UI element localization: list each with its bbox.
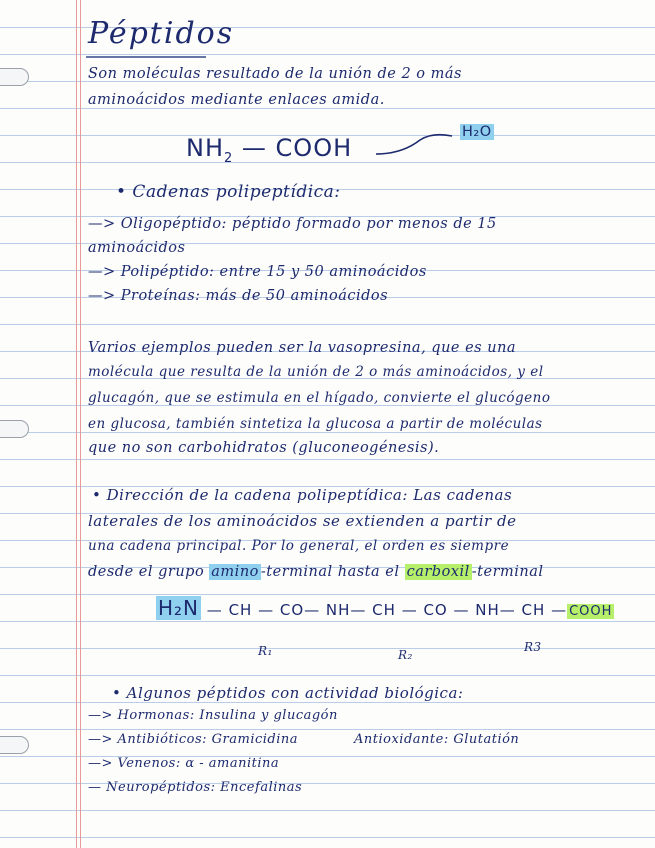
amide-formula (186, 134, 352, 166)
actividad-antioxidante: Antioxidante: Glutatión (354, 732, 520, 747)
direccion-post: -terminal (471, 564, 544, 580)
direccion-pre: desde el grupo (88, 564, 210, 580)
direccion-line-4 (88, 564, 544, 580)
binder-hole (0, 68, 29, 86)
chain-formula (156, 596, 614, 620)
cadenas-heading: • Cadenas polipeptídica: (116, 182, 341, 202)
h2n-highlight: H₂N (158, 596, 200, 620)
actividad-antibioticos: —> Antibióticos: Gramicidina (88, 732, 299, 747)
formula-subscript: 2 (224, 151, 234, 166)
cadenas-item: —> Proteínas: más de 50 aminoácidos (88, 288, 389, 304)
cooh-highlight: COOH (569, 604, 613, 619)
r2-label: R₂ (398, 648, 413, 662)
cadenas-item: aminoácidos (88, 240, 186, 256)
formula-nh: NH (186, 134, 224, 162)
ejemplos-line: molécula que resulta de la unión de 2 o más aminoácidos, y el (88, 364, 544, 380)
chain-middle: — CH — CO— NH— CH — CO — NH— CH — (201, 601, 568, 619)
cadenas-item: —> Polipéptido: entre 15 y 50 aminoácidos (88, 264, 427, 280)
ejemplos-line: Varios ejemplos pueden ser la vasopresina, que es una (88, 340, 517, 356)
cadenas-item: —> Oligopéptido: péptido formado por menos de 15 (88, 216, 497, 232)
margin-line (80, 0, 81, 848)
intro-line-2: aminoácidos mediante enlaces amida. (88, 92, 385, 108)
formula-cooh: — COOH (233, 134, 353, 162)
ejemplos-line: que no son carbohidratos (gluconeogénesis). (88, 440, 440, 456)
actividad-hormonas: —> Hormonas: Insulina y glucagón (88, 708, 338, 723)
direccion-line: • Dirección de la cadena polipeptídica: Las cadenas (92, 486, 513, 504)
ejemplos-line: en glucosa, también sintetiza la glucosa a partir de moléculas (88, 416, 543, 432)
actividad-heading: • Algunos péptidos con actividad biológica: (112, 684, 464, 702)
title-underline (86, 56, 206, 58)
direccion-line: laterales de los aminoácidos se extienden a partir de (88, 512, 517, 530)
intro-line-1: Son moléculas resultado de la unión de 2 o más (88, 66, 462, 82)
margin-line (76, 0, 77, 848)
water-arrow-icon (372, 126, 472, 160)
binder-hole (0, 420, 29, 438)
ejemplos-line: glucagón, que se estimula en el hígado, convierte el glucógeno (88, 390, 551, 406)
r3-label: R3 (524, 640, 542, 654)
direccion-line: una cadena principal. Por lo general, el orden es siempre (88, 538, 510, 554)
actividad-neuro: — Neuropéptidos: Encefalinas (88, 780, 303, 795)
actividad-venenos: —> Venenos: α - amanitina (88, 756, 280, 771)
water-label: H₂O (462, 124, 492, 140)
direccion-mid: -terminal hasta el (260, 564, 405, 580)
page-title: Péptidos (88, 16, 235, 51)
binder-hole (0, 736, 29, 754)
r1-label: R₁ (258, 644, 273, 658)
amino-highlight: amino (211, 564, 259, 580)
carboxil-highlight: carboxil (406, 564, 470, 580)
